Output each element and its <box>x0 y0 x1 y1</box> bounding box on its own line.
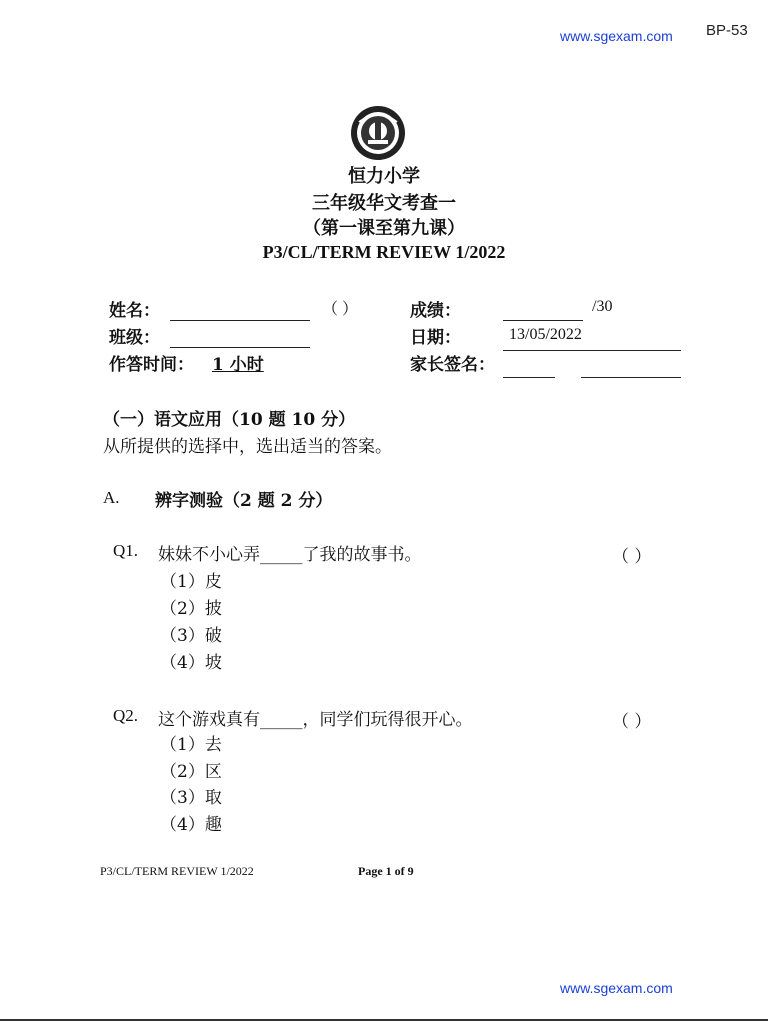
q2-answer-box[interactable]: （ ） <box>612 712 652 732</box>
q2-option-1[interactable]: （1）去 <box>160 735 222 755</box>
q1-text: 妹妹不小心弄_____了我的故事书。 <box>158 545 422 565</box>
time-value: 1 小时 <box>212 355 264 375</box>
date-value: 13/05/2022 <box>509 326 582 343</box>
section-heading: （一）语文应用（10 题 10 分） <box>103 410 356 430</box>
school-name: 恒力小学 <box>348 166 420 187</box>
index-number-paren: （ ） <box>322 301 359 318</box>
class-label: 班级： <box>109 328 160 348</box>
exam-title: 三年级华文考查一 <box>312 193 456 214</box>
score-label: 成绩： <box>410 301 461 321</box>
score-line[interactable] <box>503 320 583 321</box>
q1-option-3[interactable]: （3）破 <box>160 626 222 646</box>
q2-option-2[interactable]: （2）区 <box>160 762 222 782</box>
q2-text: 这个游戏真有_____，同学们玩得很开心。 <box>158 710 473 730</box>
website-link-top[interactable]: www.sgexam.com <box>560 28 673 44</box>
parent-signature-label: 家长签名： <box>410 355 495 375</box>
q2-option-4[interactable]: （4）趣 <box>160 815 222 835</box>
signature-line-1[interactable] <box>503 377 555 378</box>
school-logo-icon <box>349 104 407 162</box>
q1-option-1[interactable]: （1）皮 <box>160 572 222 592</box>
q2-number: Q2. <box>113 706 139 725</box>
q1-number: Q1. <box>113 541 139 560</box>
scan-edge-divider <box>0 1019 768 1021</box>
score-total: /30 <box>592 298 613 315</box>
part-letter: A. <box>103 488 120 507</box>
q1-answer-box[interactable]: （ ） <box>612 547 652 567</box>
date-line <box>503 350 681 351</box>
name-label: 姓名： <box>109 301 160 321</box>
name-line[interactable] <box>170 320 310 321</box>
time-label: 作答时间： <box>109 355 194 375</box>
q1-option-2[interactable]: （2）披 <box>160 599 222 619</box>
q2-option-3[interactable]: （3）取 <box>160 788 222 808</box>
class-line[interactable] <box>170 347 310 348</box>
q1-option-4[interactable]: （4）坡 <box>160 653 222 673</box>
lesson-range: （第一课至第九课） <box>303 218 465 239</box>
section-instruction: 从所提供的选择中，选出适当的答案。 <box>103 437 392 457</box>
website-link-bottom[interactable]: www.sgexam.com <box>560 980 673 996</box>
signature-line-2[interactable] <box>581 377 681 378</box>
part-title: 辨字测验（2 题 2 分） <box>155 491 333 511</box>
date-label: 日期： <box>410 328 461 348</box>
footer-paper-code: P3/CL/TERM REVIEW 1/2022 <box>100 864 254 878</box>
paper-code: P3/CL/TERM REVIEW 1/2022 <box>262 242 506 262</box>
document-code: BP-53 <box>706 22 748 39</box>
footer-page-number: Page 1 of 9 <box>358 864 414 878</box>
